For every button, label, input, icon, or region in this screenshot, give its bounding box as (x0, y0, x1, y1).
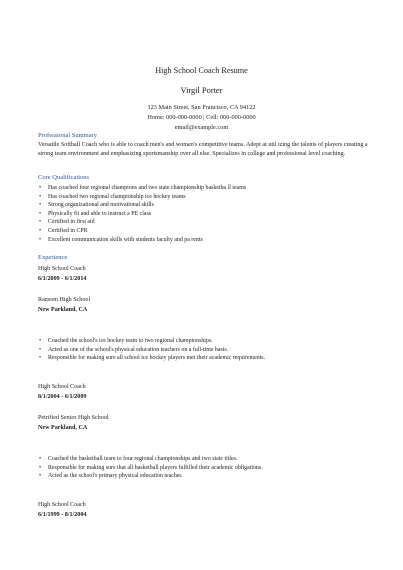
contact-address: 123 Main Street, San Francisco, CA 94122 (147, 104, 256, 111)
bullet-icon: • (39, 219, 42, 226)
contact-phones: Home: 000-000-0000 | Cell: 000-000-0000 (147, 114, 256, 121)
list-item: • Has coached two regional championship ice hockey teams (39, 193, 186, 200)
job-duties-list (38, 337, 378, 363)
job-dates: 6/1/1999 - 8/1/2004 (38, 512, 87, 518)
bullet-icon: • (39, 473, 42, 480)
document-title: High School Coach Resume (155, 66, 248, 75)
contact-email: email@example.com (174, 124, 229, 131)
list-item: • Physically fit and able to instruct a PE class (39, 210, 152, 217)
bullet-icon: • (39, 227, 42, 234)
list-item: • Strong organizational and motivational skills (39, 202, 154, 209)
list-item: • Acted as one of the school's physical education teachers on a full-time basis. (39, 346, 229, 353)
employer-name: Petrified Senior High School (38, 415, 109, 421)
bullet-icon: • (39, 456, 42, 462)
job-title: High School Coach (38, 384, 86, 390)
candidate-name: Virgil Porter (180, 86, 223, 95)
list-item: • Coached the school's ice hockey team to two regional championships. (39, 338, 213, 344)
summary-text: Versatile Softball Coach who is able to coach men's and women's competitive teams. Adept at util izing the talents of players creating a strong team environment and emphasizing sportsmanship over all else. Specializes in college and professional level coaching. (38, 142, 368, 157)
list-item: • Responsible for making sure that all basketball players fulfilled their academic obligations. (39, 464, 263, 471)
list-item: • Has coached four regional champions and two state championship basketba ll teams (39, 185, 247, 191)
bullet-icon: • (39, 338, 42, 344)
summary-heading: Professional Summary (38, 132, 98, 139)
list-item: • Acted as the school's primary physical education teacher. (39, 473, 183, 480)
job-dates: 6/1/2009 - 6/1/2014 (38, 276, 87, 282)
employer-location: New Parkland, CA (38, 307, 88, 313)
job-dates: 8/1/2004 - 6/1/2009 (38, 394, 87, 400)
experience-heading: Experience (38, 254, 68, 261)
qualifications-heading: Core Qualifications (38, 174, 90, 181)
qualifications-list (38, 184, 378, 244)
job-title: High School Coach (38, 266, 86, 272)
bullet-icon: • (39, 185, 42, 191)
bullet-icon: • (39, 346, 42, 353)
job-title: High School Coach (38, 502, 86, 508)
job-duties-list (38, 455, 378, 481)
bullet-icon: • (39, 464, 42, 471)
list-item: • Certified in first aid (39, 219, 95, 226)
bullet-icon: • (39, 355, 42, 362)
bullet-icon: • (39, 202, 42, 209)
bullet-icon: • (39, 193, 42, 200)
bullet-icon: • (39, 210, 42, 217)
list-item: • Coached the basketball team to four regional championships and two state titles. (39, 456, 238, 462)
employer-name: Ransom High School (38, 297, 91, 303)
list-item: • Responsible for making sure all school ice hockey players met their academic requirements. (39, 355, 266, 362)
employer-location: New Parkland, CA (38, 425, 88, 431)
list-item: • Certified in CPR (39, 227, 88, 234)
bullet-icon: • (39, 236, 42, 243)
list-item: • Excellent communication skills with students faculty and pa rents (39, 236, 203, 243)
